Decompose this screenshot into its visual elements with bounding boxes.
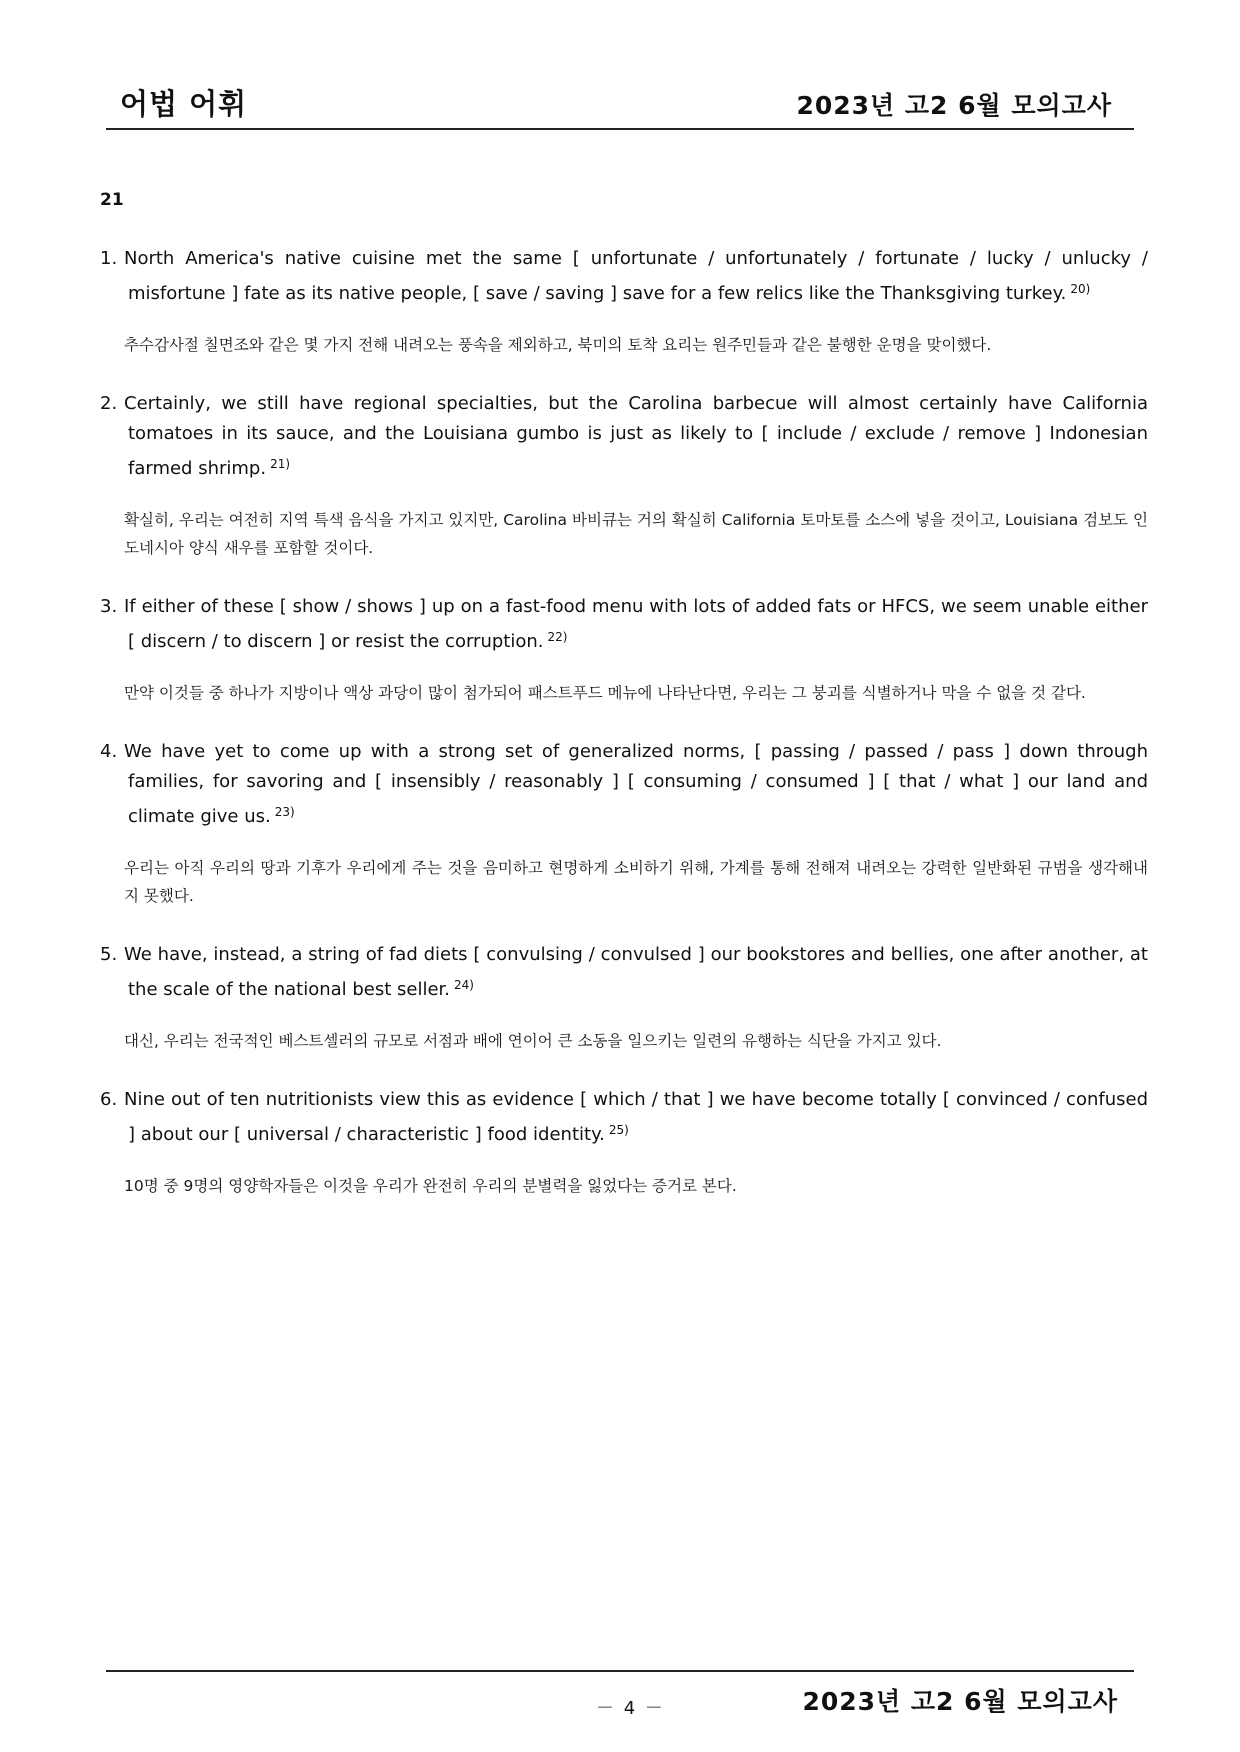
question-item [100,1085,1148,1200]
page-header [106,80,1134,130]
korean-translation: 대신, 우리는 전국적인 베스트셀러의 규모로 서점과 배에 연이어 큰 소동을 일으키는 일련의 유행하는 식단을 가지고 있다. [124,1032,942,1050]
reference-number: 22) [547,630,568,644]
question-item [100,244,1148,359]
question-list [100,244,1148,1230]
footer-exam-title: 2023년 고2 6월 모의고사 [802,1687,1118,1716]
header-category: 어법 어휘 [120,87,248,121]
korean-translation: 10명 중 9명의 영양학자들은 이것을 우리가 완전히 우리의 분별력을 잃었다는 증거로 본다. [124,1177,737,1195]
question-item [100,389,1148,562]
reference-number: 23) [274,805,295,819]
english-sentence [100,592,1148,657]
item-number: 5. [100,944,118,965]
english-text: We have, instead, a string of fad diets [ convulsing / convulsed ] our bookstores and bellies, one after another, at the scale of the national best seller. [124,944,1148,1000]
english-sentence [100,389,1148,484]
english-text: Nine out of ten nutritionists view this as evidence [ which / that ] we have become totally [ convinced / confused ] about our [ universal / characteristic ] food identity. [124,1089,1148,1145]
question-item [100,592,1148,707]
english-text: North America's native cuisine met the same [ unfortunate / unfortunately / fortunate / lucky / unlucky / misfortune ] fate as its native people, [ save / saving ] save for a few relics like the Thanksgiving turkey. [124,248,1148,304]
english-sentence [100,244,1148,309]
question-item [100,737,1148,910]
reference-number: 21) [270,457,291,471]
english-sentence [100,1085,1148,1150]
item-number: 6. [100,1089,118,1110]
header-exam-title: 2023년 고2 6월 모의고사 [796,91,1112,120]
reference-number: 20) [1070,282,1091,296]
section-number: 21 [100,190,124,210]
english-text: We have yet to come up with a strong set of generalized norms, [ passing / passed / pass ] down through families, for savoring and [ insensibly / reasonably ] [ consuming / consumed ] [ that / what ] our land and climate give us. [124,741,1148,827]
item-number: 2. [100,393,118,414]
korean-translation: 추수감사절 칠면조와 같은 몇 가지 전해 내려오는 풍속을 제외하고, 북미의 토착 요리는 원주민들과 같은 불행한 운명을 맞이했다. [124,336,992,354]
question-item [100,940,1148,1055]
reference-number: 25) [608,1123,629,1137]
item-number: 4. [100,741,118,762]
page-footer [106,1670,1134,1732]
item-number: 3. [100,596,118,617]
page-number: － 4 － [596,1698,665,1719]
english-text: Certainly, we still have regional specialties, but the Carolina barbecue will almost certainly have California tomatoes in its sauce, and the Louisiana gumbo is just as likely to [ include / exclude / remove ] Indonesian farmed shrimp. [124,393,1148,479]
item-number: 1. [100,248,118,269]
reference-number: 24) [454,978,474,992]
english-sentence [100,737,1148,832]
korean-translation: 만약 이것들 중 하나가 지방이나 액상 과당이 많이 첨가되어 패스트푸드 메뉴에 나타난다면, 우리는 그 붕괴를 식별하거나 막을 수 없을 것 같다. [124,684,1086,702]
english-sentence [100,940,1148,1005]
korean-translation: 우리는 아직 우리의 땅과 기후가 우리에게 주는 것을 음미하고 현명하게 소비하기 위해, 가계를 통해 전해져 내려오는 강력한 일반화된 규범을 생각해내지 못했다. [124,859,1148,905]
english-text: If either of these [ show / shows ] up on a fast-food menu with lots of added fats or HFCS, we seem unable either [ discern / to discern ] or resist the corruption. [124,596,1148,652]
korean-translation: 확실히, 우리는 여전히 지역 특색 음식을 가지고 있지만, Carolina 바비큐는 거의 확실히 California 토마토를 소스에 넣을 것이고, Louisiana 검보도 인도네시아 양식 새우를 포함할 것이다. [124,511,1148,557]
